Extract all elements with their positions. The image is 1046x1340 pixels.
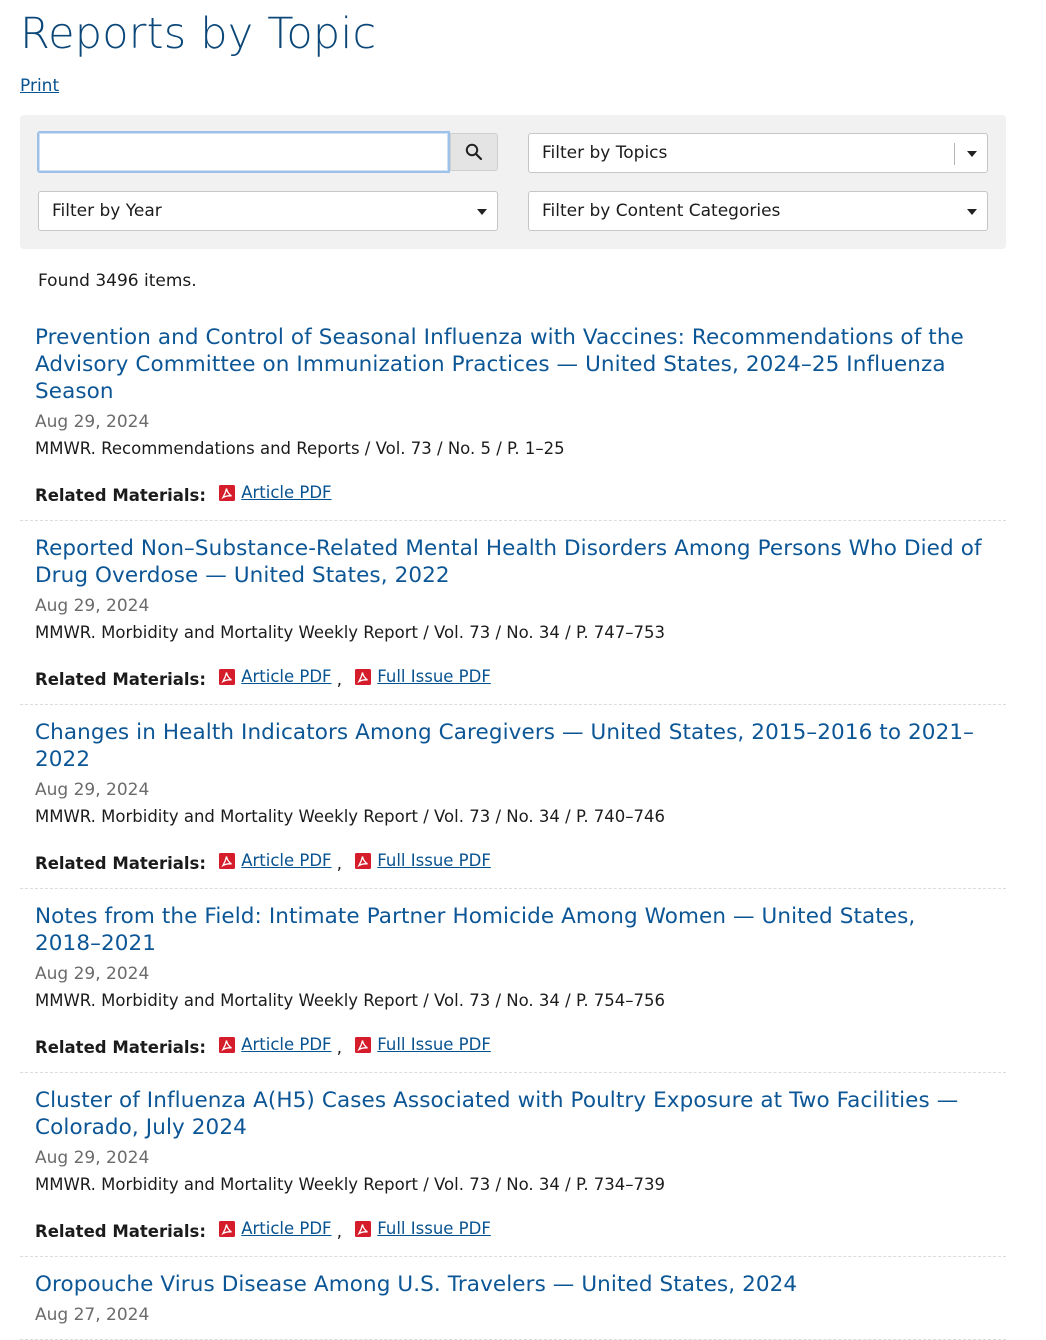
result-item <box>20 889 1006 1073</box>
result-date: Aug 27, 2024 <box>35 1305 150 1325</box>
search-button[interactable] <box>450 133 498 171</box>
pdf-icon <box>355 669 371 685</box>
select-divider <box>954 143 955 165</box>
full-issue-pdf-link[interactable] <box>355 1034 491 1056</box>
separator: , <box>336 670 343 689</box>
related-materials <box>35 1218 1006 1243</box>
related-materials-label: Related Materials: <box>35 670 206 689</box>
separator: , <box>336 1222 343 1241</box>
related-materials-label: Related Materials: <box>35 1222 206 1241</box>
result-date: Aug 29, 2024 <box>35 412 150 432</box>
result-date: Aug 29, 2024 <box>35 1148 150 1168</box>
pdf-icon <box>355 1037 371 1053</box>
pdf-icon <box>355 1221 371 1237</box>
full-issue-pdf-link[interactable] <box>355 1218 491 1240</box>
result-title-link[interactable]: Reported Non–Substance-Related Mental Health Disorders Among Persons Who Died of Drug Overdose — United States, 2022 <box>35 536 982 588</box>
article-pdf-link[interactable] <box>219 666 331 688</box>
related-materials-label: Related Materials: <box>35 486 206 505</box>
result-date: Aug 29, 2024 <box>35 780 150 800</box>
related-materials-label: Related Materials: <box>35 854 206 873</box>
result-item <box>20 1073 1006 1257</box>
page-title: Reports by Topic <box>20 9 377 59</box>
results-count: Found 3496 items. <box>38 271 197 291</box>
result-citation: MMWR. Morbidity and Mortality Weekly Report / Vol. 73 / No. 34 / P. 747–753 <box>35 623 666 642</box>
pdf-icon <box>219 485 235 501</box>
chevron-down-icon <box>967 151 977 157</box>
result-item <box>20 1257 1006 1340</box>
full-issue-group <box>336 1219 491 1241</box>
result-item <box>20 705 1006 889</box>
year-filter[interactable] <box>38 191 498 231</box>
related-materials <box>35 666 1006 691</box>
article-pdf-link[interactable] <box>219 482 331 504</box>
separator: , <box>336 854 343 873</box>
full-issue-pdf-label: Full Issue PDF <box>377 851 491 870</box>
categories-filter-label: Filter by Content Categories <box>542 201 781 221</box>
topics-filter-label: Filter by Topics <box>542 143 668 163</box>
full-issue-pdf-link[interactable] <box>355 666 491 688</box>
separator: , <box>336 1038 343 1057</box>
full-issue-pdf-label: Full Issue PDF <box>377 1035 491 1054</box>
filter-panel <box>20 115 1006 249</box>
full-issue-pdf-label: Full Issue PDF <box>377 667 491 686</box>
result-citation: MMWR. Morbidity and Mortality Weekly Report / Vol. 73 / No. 34 / P. 754–756 <box>35 991 666 1010</box>
chevron-down-icon <box>477 209 487 215</box>
full-issue-pdf-label: Full Issue PDF <box>377 1219 491 1238</box>
article-pdf-label: Article PDF <box>241 483 332 502</box>
article-pdf-link[interactable] <box>219 1034 331 1056</box>
article-pdf-link[interactable] <box>219 850 331 872</box>
pdf-icon <box>219 1037 235 1053</box>
search-group <box>37 131 498 173</box>
article-pdf-label: Article PDF <box>241 1035 332 1054</box>
article-pdf-label: Article PDF <box>241 851 332 870</box>
full-issue-pdf-link[interactable] <box>355 850 491 872</box>
result-citation: MMWR. Morbidity and Mortality Weekly Report / Vol. 73 / No. 34 / P. 740–746 <box>35 807 666 826</box>
print-link[interactable]: Print <box>20 76 60 96</box>
result-title-link[interactable]: Notes from the Field: Intimate Partner Homicide Among Women — United States, 2018–2021 <box>35 904 916 956</box>
result-title-link[interactable]: Oropouche Virus Disease Among U.S. Travelers — United States, 2024 <box>35 1272 798 1297</box>
topics-filter[interactable] <box>528 133 988 173</box>
article-pdf-label: Article PDF <box>241 667 332 686</box>
related-materials <box>35 850 1006 875</box>
full-issue-group <box>336 667 491 689</box>
related-materials-label: Related Materials: <box>35 1038 206 1057</box>
result-date: Aug 29, 2024 <box>35 596 150 616</box>
result-date: Aug 29, 2024 <box>35 964 150 984</box>
chevron-down-icon <box>967 209 977 215</box>
article-pdf-link[interactable] <box>219 1218 331 1240</box>
full-issue-group <box>336 1035 491 1057</box>
result-item <box>20 314 1006 521</box>
result-item <box>20 521 1006 705</box>
related-materials <box>35 1034 1006 1059</box>
categories-filter[interactable] <box>528 191 988 231</box>
search-input[interactable] <box>37 131 450 173</box>
result-title-link[interactable]: Prevention and Control of Seasonal Influenza with Vaccines: Recommendations of the Advisory Committee on Immunization Practices — United States, 2024–25 Influenza Season <box>35 325 964 404</box>
pdf-icon <box>219 669 235 685</box>
article-pdf-label: Article PDF <box>241 1219 332 1238</box>
results-list <box>20 314 1006 1340</box>
pdf-icon <box>355 853 371 869</box>
related-materials <box>35 482 1006 507</box>
result-citation: MMWR. Morbidity and Mortality Weekly Report / Vol. 73 / No. 34 / P. 734–739 <box>35 1175 666 1194</box>
result-citation: MMWR. Recommendations and Reports / Vol. 73 / No. 5 / P. 1–25 <box>35 439 565 458</box>
search-icon <box>465 143 483 161</box>
full-issue-group <box>336 851 491 873</box>
year-filter-label: Filter by Year <box>52 201 162 221</box>
result-title-link[interactable]: Changes in Health Indicators Among Caregivers — United States, 2015–2016 to 2021–2022 <box>35 720 974 772</box>
pdf-icon <box>219 853 235 869</box>
result-title-link[interactable]: Cluster of Influenza A(H5) Cases Associated with Poultry Exposure at Two Facilities — Colorado, July 2024 <box>35 1088 959 1140</box>
pdf-icon <box>219 1221 235 1237</box>
